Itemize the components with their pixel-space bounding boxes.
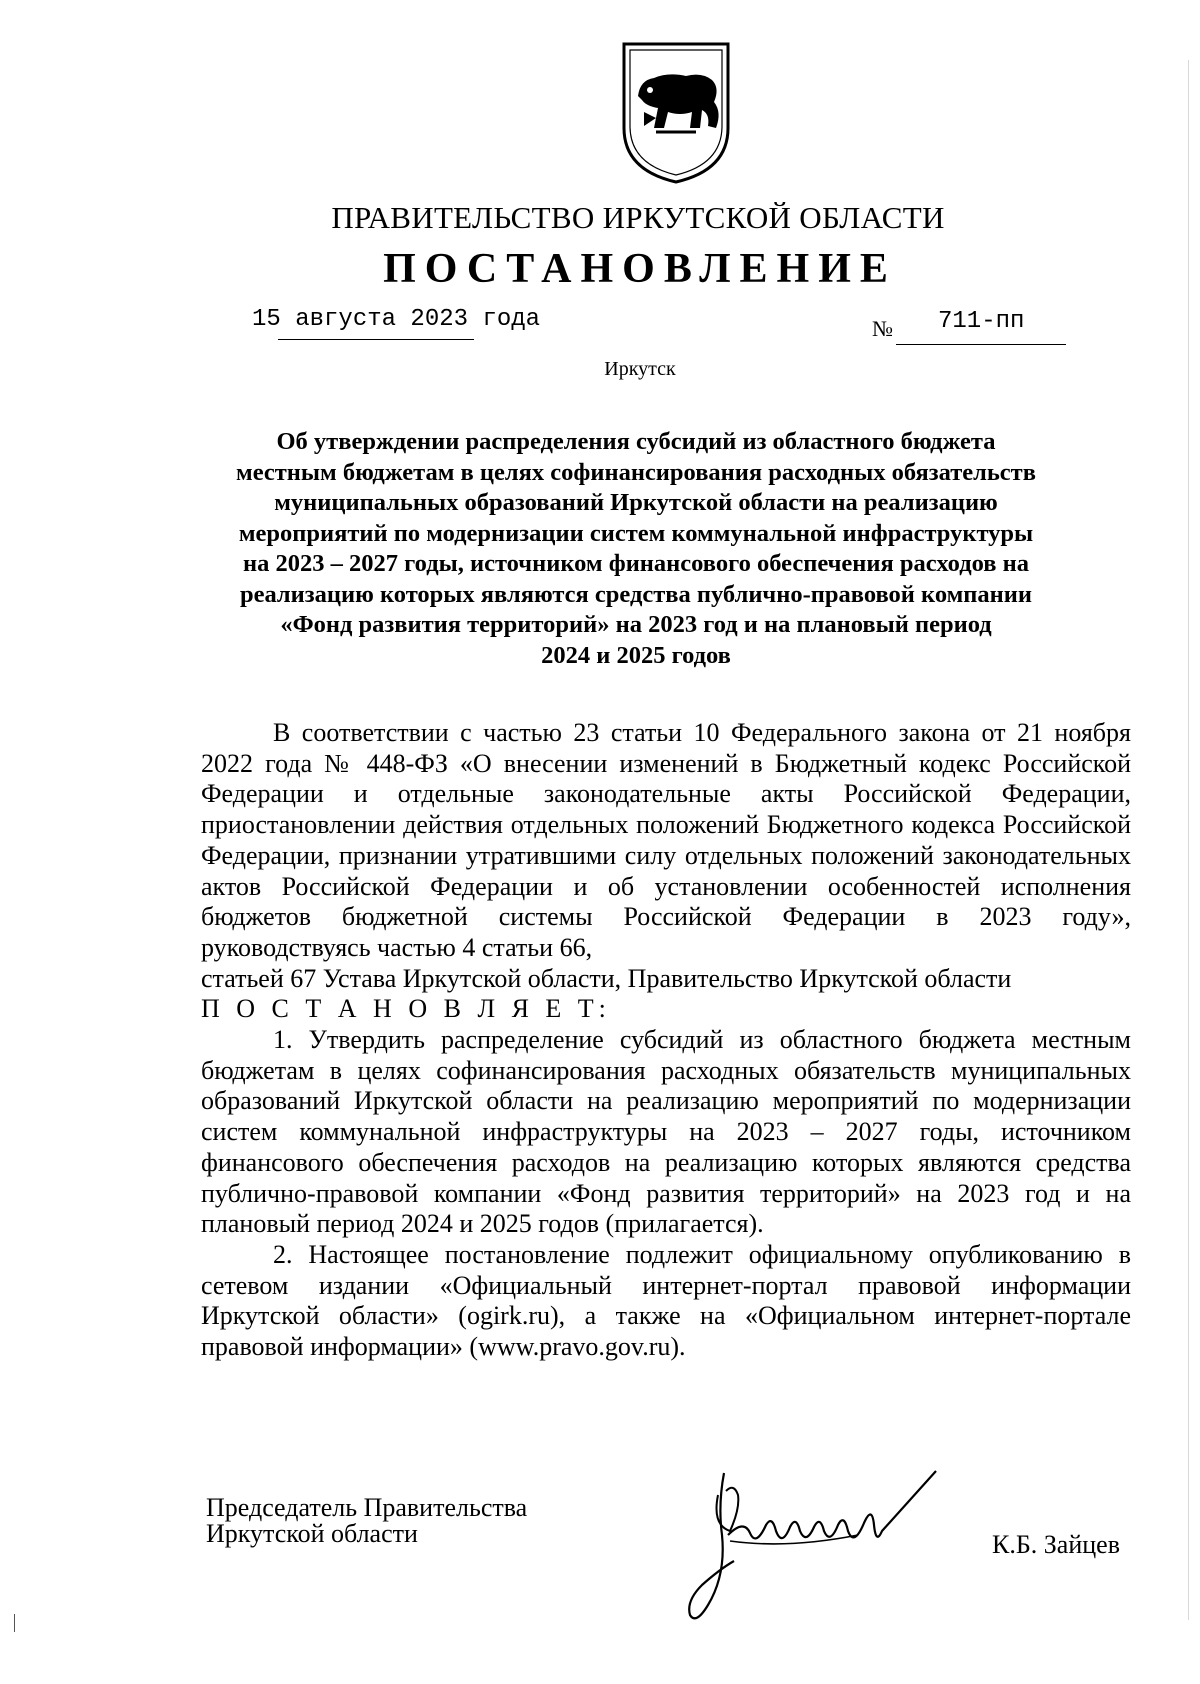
scan-edge-mark: [14, 1614, 15, 1632]
handwritten-signature-icon: [668, 1465, 938, 1635]
subject-line: на 2023 – 2027 годы, источником финансового обеспечения расходов на: [243, 550, 1029, 577]
coat-of-arms-icon: [616, 36, 736, 186]
subject-line: местным бюджетам в целях софинансирования расходных обязательств: [236, 458, 1036, 486]
subject-line: муниципальных образований Иркутской области на реализацию: [274, 489, 998, 516]
document-date: 15 августа 2023 года: [252, 306, 541, 333]
document-city: Иркутск: [604, 358, 676, 380]
preamble-paragraph: В соответствии с частью 23 статьи 10 Федерального закона от 21 ноября 2022 года № 448-ФЗ «О внесении изменений в Бюджетный кодекс Российской Федерации и отдельные законодательные акты Российской Федерации, приостановлении действия отдельных положений Бюджетного кодекса Российской Федерации, признании утратившими силу отдельных положений законодательных актов Российской Федерации и об установлении особенностей исполнения бюджетов бюджетной системы Российской Федерации в 2023 году», руководствуясь частью 4 статьи 66,: [201, 718, 1131, 962]
preamble-last-line: статьей 67 Устава Иркутской области, Правительство Иркутской области: [201, 963, 1012, 993]
resolves-heading: П О С Т А Н О В Л Я Е Т:: [201, 994, 611, 1024]
subject-line: «Фонд развития территорий» на 2023 год и на плановый период: [280, 611, 992, 638]
subject-line: реализацию которых являются средства публично-правовой компании: [239, 580, 1033, 608]
subject-line: 2024 и 2025 годов: [541, 641, 731, 669]
item-2-paragraph: 2. Настоящее постановление подлежит официальному опубликованию в сетевом издании «Официальный интернет-портал правовой информации Иркутской области» (ogirk.ru), а также на «Официальном интернет-портале правовой информации» (www.pravo.gov.ru).: [201, 1239, 1131, 1362]
document-body: [201, 718, 1131, 1363]
signer-name: К.Б. Зайцев: [992, 1530, 1120, 1559]
subject-line: Об утверждении распределения субсидий из областного бюджета: [276, 428, 996, 455]
government-title: ПРАВИТЕЛЬСТВО ИРКУТСКОЙ ОБЛАСТИ: [331, 200, 945, 235]
signer-position-line: Иркутской области: [206, 1519, 418, 1548]
document-kind-title: ПОСТАНОВЛЕНИЕ: [383, 246, 897, 292]
scan-edge-shadow: [1188, 60, 1189, 1620]
date-underline: [278, 339, 474, 340]
signer-position: [206, 1495, 527, 1547]
signer-position-line: Председатель Правительства: [206, 1493, 528, 1522]
document-number: 711-пп: [938, 308, 1025, 335]
subject-line: мероприятий по модернизации систем коммунальной инфраструктуры: [238, 519, 1034, 547]
number-sign: №: [872, 316, 893, 341]
number-underline: [896, 344, 1066, 345]
document-subject: [196, 427, 1076, 671]
item-1-paragraph: 1. Утвердить распределение субсидий из областного бюджета местным бюджетам в целях софинансирования расходных обязательств муниципальных образований Иркутской области на реализацию мероприятий по модернизации систем коммунальной инфраструктуры на 2023 – 2027 годы, источником финансового обеспечения расходов на реализацию которых являются средства публично-правовой компании «Фонд развития территорий» на 2023 год и на плановый период 2024 и 2025 годов (прилагается).: [201, 1025, 1131, 1239]
